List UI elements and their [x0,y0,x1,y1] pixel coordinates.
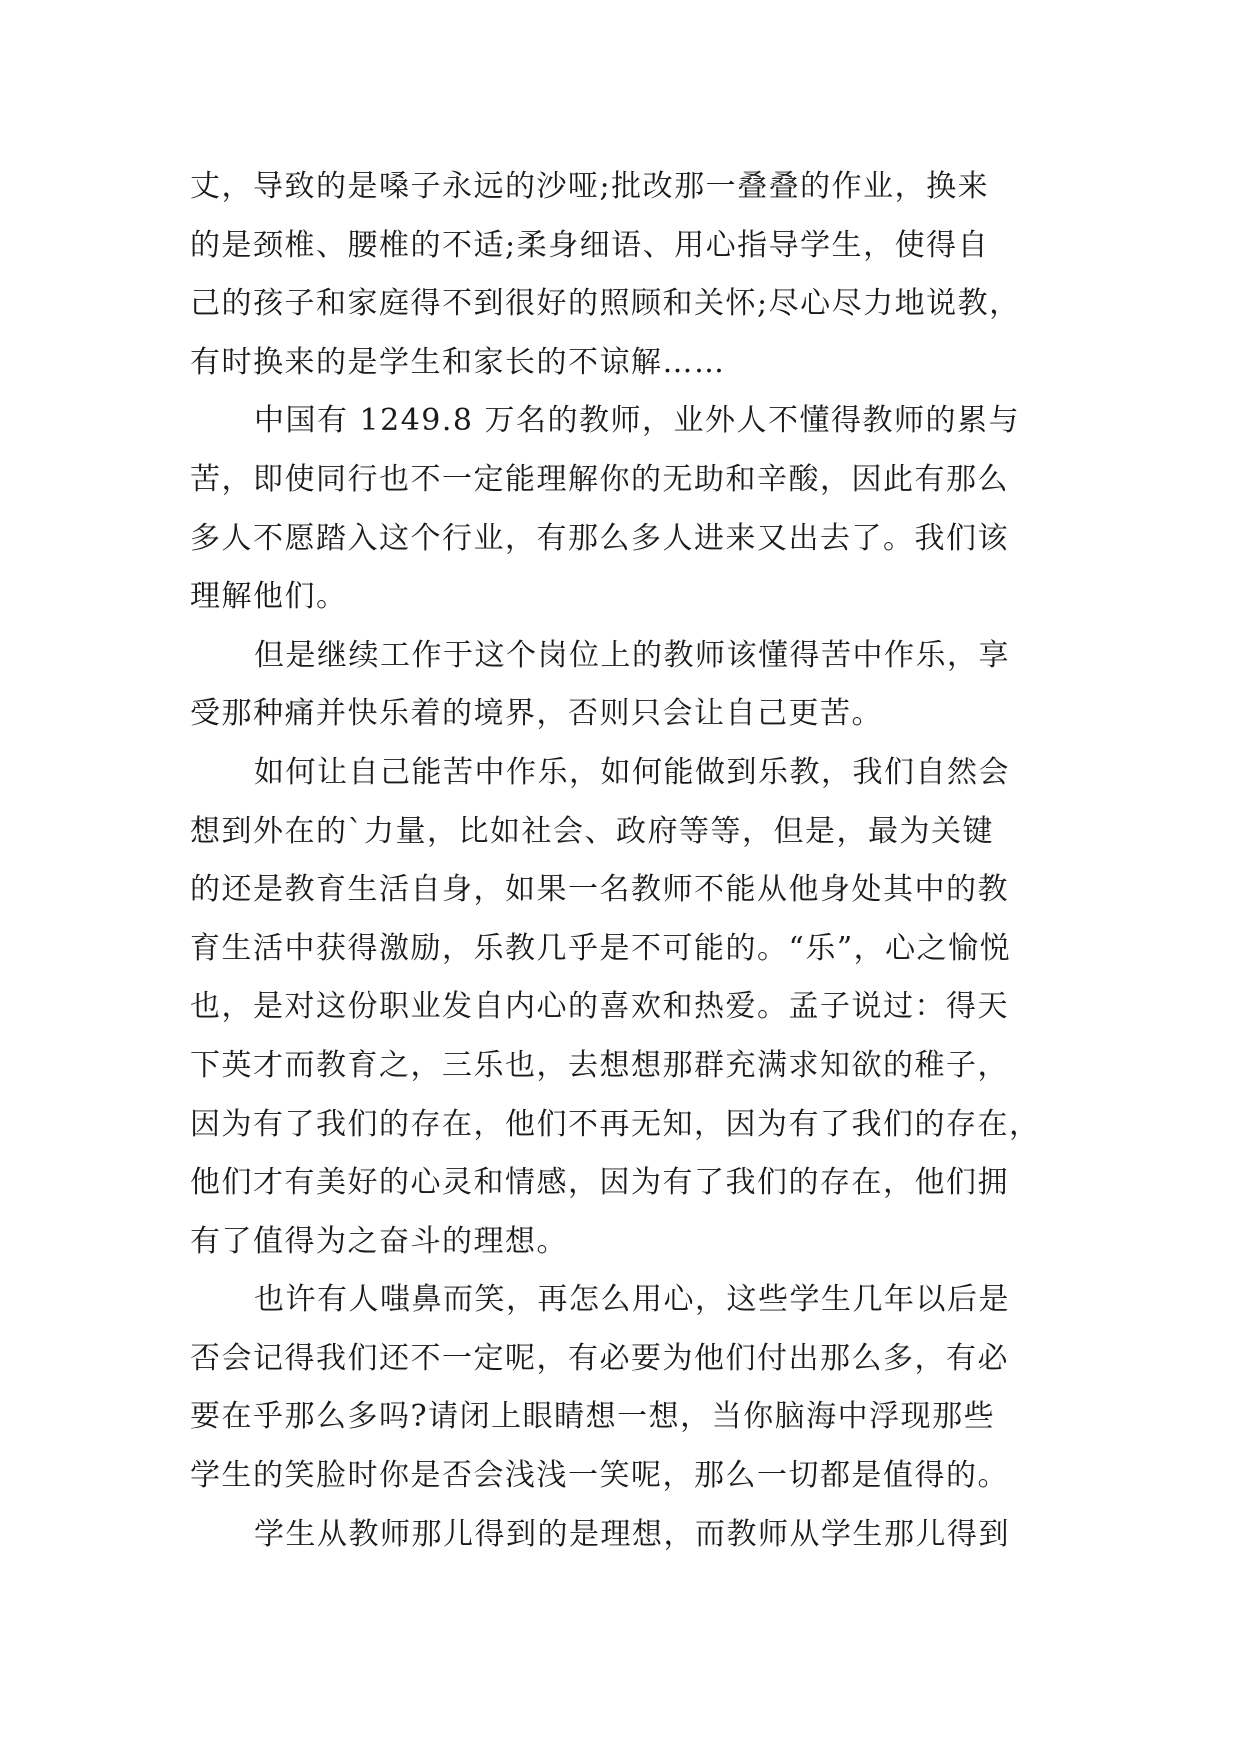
paragraph-first-line: 中国有 1249.8 万名的教师，业外人不懂得教师的累与 [254,403,1021,439]
text-line: 的是颈椎、腰椎的不适;柔身细语、用心指导学生，使得自 [190,227,990,263]
text-line: 要在乎那么多吗?请闭上眼睛想一想，当你脑海中浮现那些 [190,1399,996,1435]
text-line: 受那种痛并快乐着的境界，否则只会让自己更苦。 [190,696,883,732]
text-line: 有时换来的是学生和家长的不谅解…… [190,344,726,380]
text-line: 他们才有美好的心灵和情感，因为有了我们的存在，他们拥 [190,1165,1009,1201]
paragraph-first-line: 但是继续工作于这个岗位上的教师该懂得苦中作乐，享 [254,637,1010,673]
text-line: 因为有了我们的存在，他们不再无知，因为有了我们的存在， [190,1106,1041,1142]
text-line: 苦，即使同行也不一定能理解你的无助和辛酸，因此有那么 [190,461,1009,497]
text-line: 有了值得为之奋斗的理想。 [190,1223,568,1259]
text-line: 也，是对这份职业发自内心的喜欢和热爱。孟子说过：得天 [190,989,1009,1025]
paragraph-first-line: 如何让自己能苦中作乐，如何能做到乐教，我们自然会 [254,754,1010,790]
text-line: 的还是教育生活自身，如果一名教师不能从他身处其中的教 [190,872,1009,908]
text-line: 学生的笑脸时你是否会浅浅一笑呢，那么一切都是值得的。 [190,1458,1009,1494]
body-text [190,158,1070,1564]
text-line: 多人不愿踏入这个行业，有那么多人进来又出去了。我们该 [190,520,1009,556]
paragraph-first-line: 学生从教师那儿得到的是理想，而教师从学生那儿得到 [254,1516,1010,1552]
text-line: 想到外在的`力量，比如社会、政府等等，但是，最为关键 [190,813,994,849]
text-line: 否会记得我们还不一定呢，有必要为他们付出那么多，有必 [190,1340,1009,1376]
text-line: 己的孩子和家庭得不到很好的照顾和关怀;尽心尽力地说教， [190,286,1021,322]
text-line: 下英才而教育之，三乐也，去想想那群充满求知欲的稚子， [190,1047,1009,1083]
text-line: 理解他们。 [190,579,348,615]
text-line: 丈，导致的是嗓子永远的沙哑;批改那一叠叠的作业，换来 [190,169,990,204]
text-line: 育生活中获得激励，乐教几乎是不可能的。“乐”，心之愉悦 [190,930,1012,966]
paragraph-first-line: 也许有人嗤鼻而笑，再怎么用心，这些学生几年以后是 [254,1282,1010,1318]
